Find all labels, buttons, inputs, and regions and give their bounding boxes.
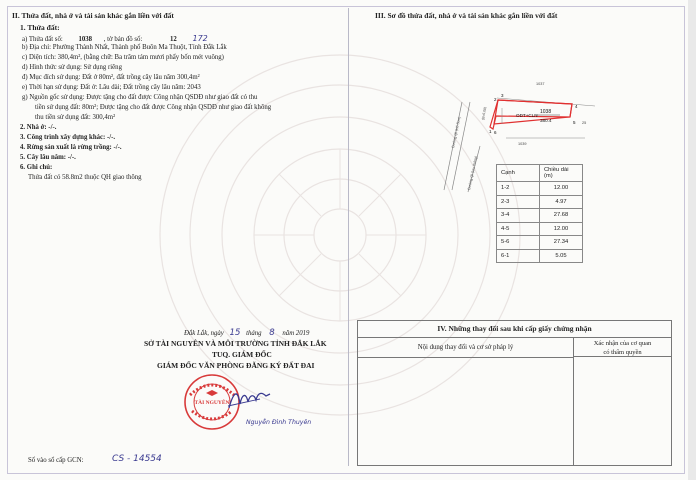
neighbor-right: 25: [582, 121, 587, 125]
notes-heading: 6. Ghi chú:: [20, 164, 53, 171]
edge-cell: 5-6: [497, 236, 540, 250]
map-sheet-number: 12: [169, 36, 177, 43]
table-row: [497, 222, 583, 236]
vertex-6: 6: [494, 130, 497, 135]
parcel-use-label: ODT+CLN: [516, 113, 538, 118]
confirmation-line-1: Xác nhận của cơ quan: [593, 340, 652, 347]
road-label-1: Đường Ql (Hố Sơn): [451, 116, 462, 149]
changes-column-confirmation: [574, 338, 671, 357]
table-row: [497, 195, 583, 209]
changes-column-divider: [573, 358, 574, 465]
area-line: c) Diện tích: 380,4m², (bằng chữ: Ba trăm tám mươi phẩy bốn mét vuông): [22, 54, 224, 61]
land-heading: 1. Thửa đất:: [20, 23, 60, 32]
parcel-area-label: 380.4: [540, 118, 552, 123]
proxy-title: TUQ. GIÁM ĐỐC: [212, 350, 272, 359]
section-3-title: III. Sơ đồ thửa đất, nhà ở và tài sản khác gắn liền với đất: [375, 11, 558, 20]
signer-name: Nguyễn Đình Thuyên: [246, 419, 312, 426]
parcel-number-label: 1038: [540, 109, 552, 115]
neighbor-top: 1037: [536, 82, 545, 86]
length-cell: 27.34: [540, 236, 583, 250]
length-cell: 12.00: [540, 182, 583, 196]
handwritten-map-sheet: 172: [192, 34, 208, 43]
length-cell: 4.97: [540, 195, 583, 209]
parcel-line: a) Thửa đất số: 1038 , tờ bản đồ số: 12 172: [22, 34, 208, 43]
usage-form-line: d) Hình thức sử dụng: Sử dụng riêng: [22, 64, 122, 71]
page-divider: [348, 8, 349, 466]
forest-line: 4. Rừng sản xuất là rừng trồng: -/-.: [20, 144, 122, 151]
construction-line: 3. Công trình xây dựng khác: -/-.: [20, 134, 116, 141]
edge-cell: 3-4: [497, 209, 540, 223]
notes-text: Thửa đất có 58.8m2 thuộc QH giao thông: [28, 174, 142, 181]
table-row: [497, 182, 583, 196]
house-line: 2. Nhà ở: -/-.: [20, 124, 57, 131]
paper-edge: [688, 0, 696, 480]
neighbor-bottom: 1039: [518, 142, 527, 146]
section-2-title: II. Thửa đất, nhà ở và tài sản khác gắn liền với đất: [12, 11, 174, 20]
length-cell: 5.05: [540, 249, 583, 263]
table-row: [497, 249, 583, 263]
registration-label: Số vào sổ cấp GCN:: [28, 457, 84, 464]
length-cell: 12.00: [540, 222, 583, 236]
issuing-authority: SỞ TÀI NGUYÊN VÀ MÔI TRƯỜNG TỈNH ĐẮK LẮK: [144, 339, 327, 348]
changes-column-content: Nội dung thay đổi và cơ sở pháp lý: [358, 338, 574, 358]
vertex-2: 2: [494, 97, 497, 102]
changes-table: [357, 320, 672, 466]
section-4-title: IV. Những thay đổi sau khi cấp giấy chứng nhận: [358, 321, 671, 338]
header-edge: Cạnh: [497, 165, 540, 182]
width-tag: (B=5.00): [481, 106, 488, 121]
registration-number: CS - 14554: [112, 454, 162, 464]
vertex-5: 5: [573, 120, 576, 125]
header-length: Chiều dài (m): [540, 165, 583, 182]
perennial-line: 5. Cây lâu năm: -/-.: [20, 154, 76, 161]
usage-term-line: e) Thời hạn sử dụng: Đất ở: Lâu dài; Đất trồng cây lâu năm: 2043: [22, 84, 201, 91]
length-cell: 27.68: [540, 209, 583, 223]
edge-length-table: [496, 164, 583, 263]
date-day: 15: [229, 328, 241, 338]
address-line: b) Địa chỉ: Phường Thành Nhất, Thành phố Buôn Ma Thuột, Tỉnh Đắk Lắk: [22, 44, 227, 51]
table-row: [497, 236, 583, 250]
parcel-number: 1038: [78, 36, 93, 43]
confirmation-line-2: có thẩm quyền: [603, 349, 642, 356]
vertex-4: 4: [575, 104, 578, 109]
stamp-center-text: TÀI NGUYÊN: [194, 400, 230, 406]
origin-line-1: g) Nguồn gốc sử dụng: Được tặng cho đất được Công nhận QSDĐ như giao đất có thu: [22, 94, 258, 101]
edge-cell: 2-3: [497, 195, 540, 209]
vertex-3: 3: [501, 93, 504, 98]
road-label-2: Đường Ql (lưu thông): [467, 155, 479, 191]
edge-cell: 4-5: [497, 222, 540, 236]
table-header-row: [497, 165, 583, 182]
signature: [226, 386, 272, 412]
vertex-1: 1: [489, 129, 492, 134]
edge-cell: 1-2: [497, 182, 540, 196]
date-month: 8: [269, 328, 275, 338]
table-row: [497, 209, 583, 223]
usage-purpose-line: đ) Mục đích sử dụng: Đất ở 80m², đất trồng cây lâu năm 300,4m²: [22, 74, 200, 81]
origin-line-2: tiền sử dụng đất: 80m²; Được tặng cho đất được Công nhận QSDĐ như giao đất không: [35, 104, 272, 111]
issue-date: Đắk Lắk, ngày 15 tháng 8 năm 2019: [184, 328, 310, 338]
director-title: GIÁM ĐỐC VĂN PHÒNG ĐĂNG KÝ ĐẤT ĐAI: [157, 361, 315, 370]
edge-cell: 6-1: [497, 249, 540, 263]
origin-line-3: thu tiền sử dụng đất: 300,4m²: [35, 114, 116, 121]
